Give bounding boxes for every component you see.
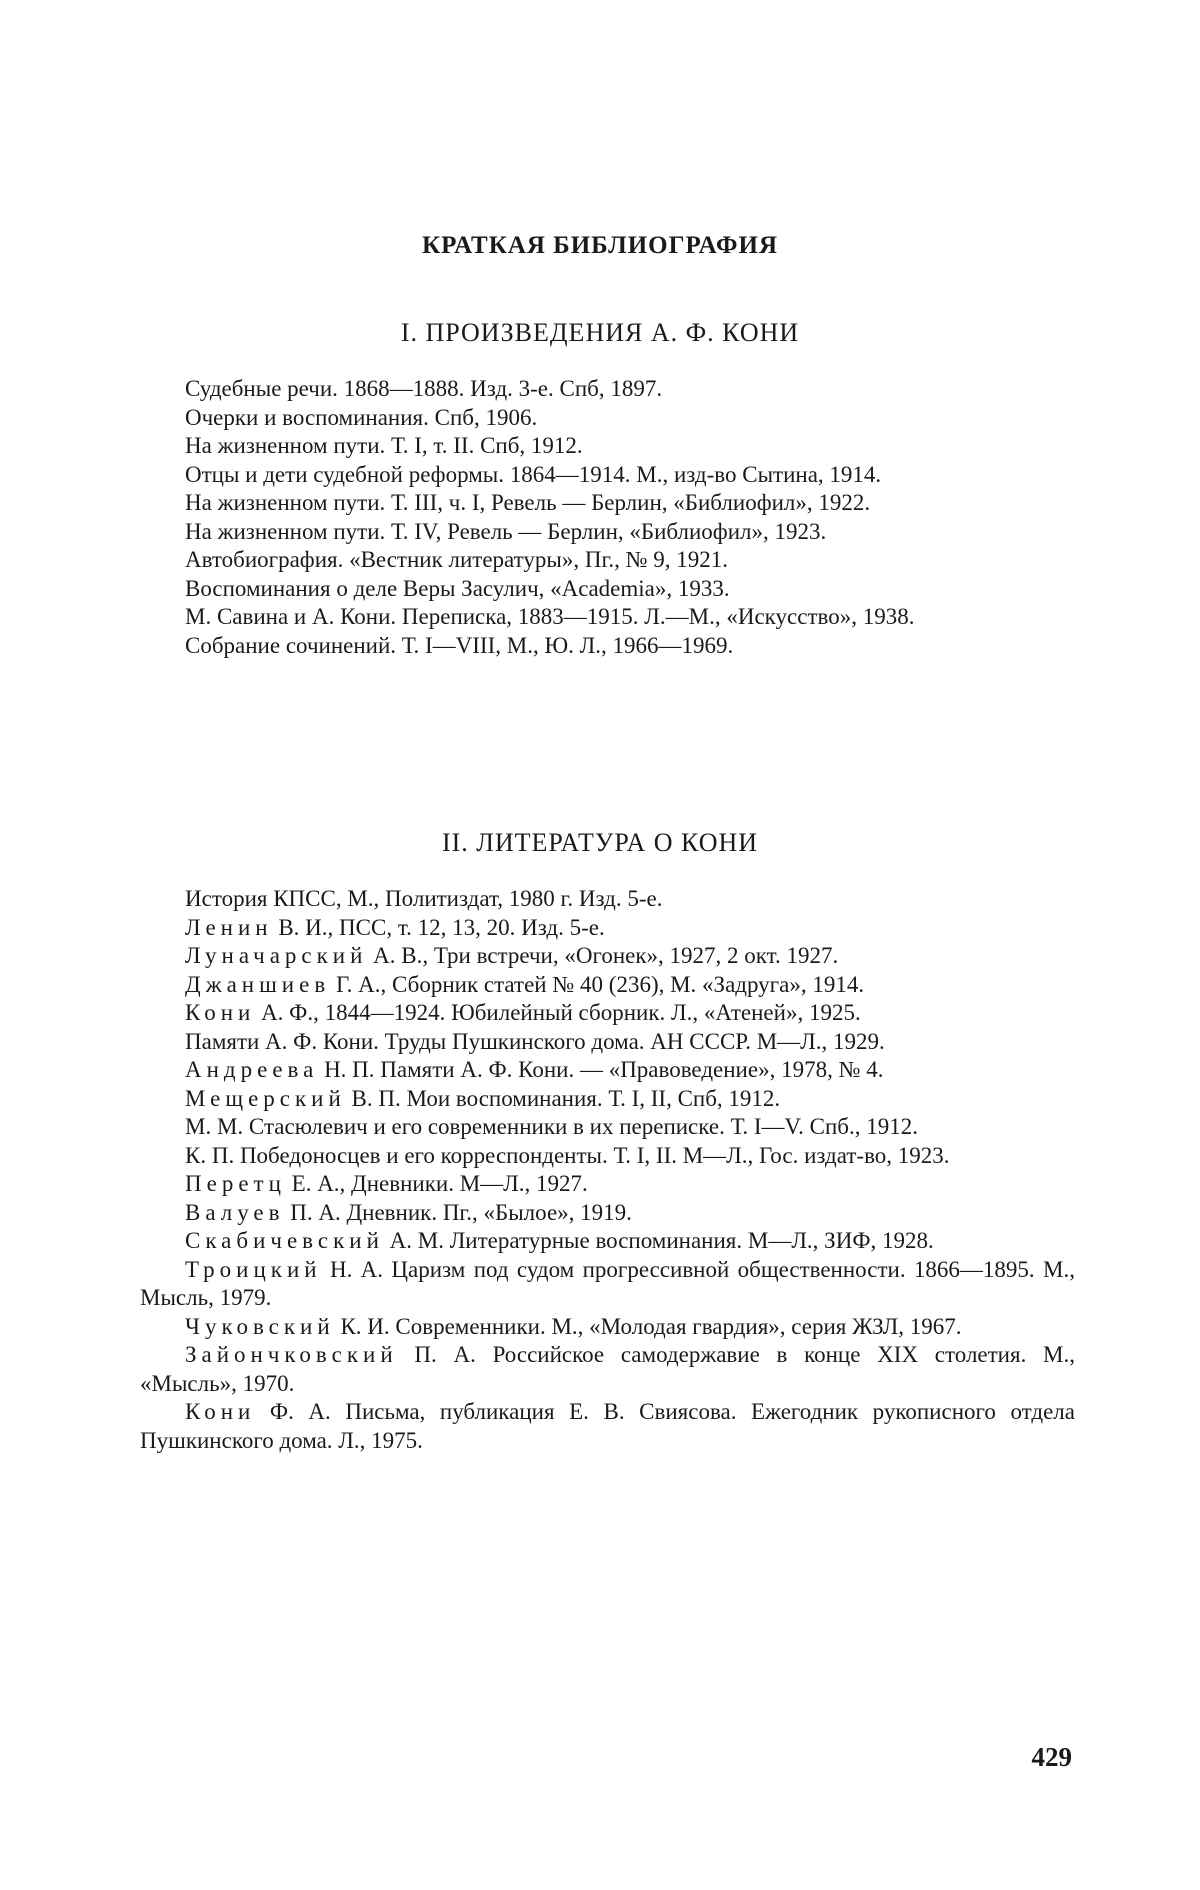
section-heading-literature: II. ЛИТЕРАТУРА О КОНИ <box>441 828 759 857</box>
bibliography-entry <box>140 971 1075 1000</box>
entry-text: Очерки и воспоминания. Спб, 1906. <box>185 404 538 430</box>
bibliography-entry <box>140 1056 1075 1085</box>
entry-author: Джаншиев <box>185 971 331 997</box>
entry-text: К. П. Победоносцев и его корреспонденты. Т. I, II. М—Л., Гос. издат-во, 1923. <box>185 1142 950 1168</box>
entry-text: К. И. Современники. М., «Молодая гвардия», серия ЖЗЛ, 1967. <box>334 1313 962 1339</box>
page-title: КРАТКАЯ БИБЛИОГРАФИЯ <box>421 232 779 259</box>
entry-author: Зайончковский <box>185 1342 398 1367</box>
bibliography-entry <box>140 518 1075 547</box>
bibliography-entry <box>140 575 1075 604</box>
page-number: 429 <box>1031 1742 1072 1772</box>
entry-text: Памяти А. Ф. Кони. Труды Пушкинского дома. АН СССР. М—Л., 1929. <box>185 1028 885 1054</box>
bibliography-entry <box>140 1227 1075 1256</box>
entry-author: Кони <box>185 1399 256 1424</box>
bibliography-entry <box>140 632 1075 661</box>
entry-text: П. А. Российское самодержавие в конце XIX столетия. М., «Мысль», 1970. <box>140 1342 1075 1396</box>
bibliography-entry <box>140 1085 1075 1114</box>
entry-text: Собрание сочинений. Т. I—VIII, М., Ю. Л., 1966—1969. <box>185 632 734 658</box>
entry-author: Валуев <box>185 1199 285 1225</box>
entry-author: Ленин <box>185 914 273 940</box>
entry-text: История КПСС, М., Политиздат, 1980 г. Изд. 5-е. <box>185 886 663 911</box>
entry-text: А. В., Три встречи, «Огонек», 1927, 2 окт. 1927. <box>367 943 839 968</box>
entry-text: На жизненном пути. Т. I, т. II. Спб, 1912. <box>185 433 583 458</box>
literature-list <box>140 885 1075 1455</box>
bibliography-entry <box>140 489 1075 518</box>
entry-text: А. Ф., 1844—1924. Юбилейный сборник. Л., «Атеней», 1925. <box>255 1000 861 1025</box>
entry-text: Судебные речи. 1868—1888. Изд. 3-е. Спб, 1897. <box>185 376 663 401</box>
works-list <box>140 375 1075 660</box>
bibliography-entry <box>140 546 1075 575</box>
bibliography-entry <box>140 404 1075 433</box>
bibliography-entry <box>140 942 1075 971</box>
entry-author: Скабичевский <box>185 1228 384 1253</box>
bibliography-entry <box>140 1170 1075 1199</box>
entry-author: Кони <box>185 1000 256 1025</box>
bibliography-entry <box>140 375 1075 404</box>
bibliography-entry <box>140 1341 1075 1398</box>
bibliography-entry <box>140 432 1075 461</box>
entry-author: Андреева <box>185 1057 319 1082</box>
entry-text: Воспоминания о деле Веры Засулич, «Academia», 1933. <box>185 575 730 601</box>
bibliography-entry <box>140 885 1075 914</box>
bibliography-entry <box>140 1113 1075 1142</box>
entry-author: Луначарский <box>185 943 368 968</box>
section-heading-works: I. ПРОИЗВЕДЕНИЯ А. Ф. КОНИ <box>400 318 800 347</box>
bibliography-entry <box>140 603 1075 632</box>
entry-text: П. А. Дневник. Пг., «Былое», 1919. <box>284 1199 632 1225</box>
bibliography-entry <box>140 1313 1075 1342</box>
entry-text: В. И., ПСС, т. 12, 13, 20. Изд. 5-е. <box>272 914 605 940</box>
bibliography-entry <box>140 914 1075 943</box>
entry-text: А. М. Литературные воспоминания. М—Л., ЗИФ, 1928. <box>383 1228 934 1253</box>
entry-text: М. М. Стасюлевич и его современники в их переписке. Т. I—V. Спб., 1912. <box>185 1114 918 1139</box>
entry-text: На жизненном пути. Т. IV, Ревель — Берлин, «Библиофил», 1923. <box>185 518 827 544</box>
entry-text: Н. А. Царизм под судом прогрессивной общественности. 1866—1895. М., Мысль, 1979. <box>140 1256 1075 1310</box>
entry-text: М. Савина и А. Кони. Переписка, 1883—1915. Л.—М., «Искусство», 1938. <box>185 604 915 629</box>
entry-author: Перетц <box>185 1171 286 1196</box>
bibliography-entry <box>140 1256 1075 1313</box>
entry-text: Г. А., Сборник статей № 40 (236), М. «Задруга», 1914. <box>330 971 865 997</box>
entry-text: В. П. Мои воспоминания. Т. I, II, Спб, 1912. <box>345 1085 781 1111</box>
entry-text: На жизненном пути. Т. III, ч. I, Ревель — Берлин, «Библиофил», 1922. <box>185 490 871 515</box>
entry-text: Отцы и дети судебной реформы. 1864—1914. М., изд-во Сытина, 1914. <box>185 461 882 487</box>
entry-text: Н. П. Памяти А. Ф. Кони. — «Правоведение», 1978, № 4. <box>318 1057 884 1082</box>
bibliography-entry <box>140 1028 1075 1057</box>
entry-author: Троицкий <box>185 1256 322 1282</box>
entry-text: Автобиография. «Вестник литературы», Пг., № 9, 1921. <box>185 547 729 572</box>
bibliography-entry <box>140 461 1075 490</box>
bibliography-entry <box>140 999 1075 1028</box>
entry-author: Чуковский <box>185 1313 335 1339</box>
bibliography-entry <box>140 1142 1075 1171</box>
bibliography-entry <box>140 1199 1075 1228</box>
entry-text: Е. А., Дневники. М—Л., 1927. <box>285 1171 588 1196</box>
entry-text: Ф. А. Письма, публикация Е. В. Свиясова. Ежегодник рукописного отдела Пушкинского дома. Л., 1975. <box>140 1399 1075 1453</box>
entry-author: Мещерский <box>185 1085 346 1111</box>
bibliography-entry <box>140 1398 1075 1455</box>
